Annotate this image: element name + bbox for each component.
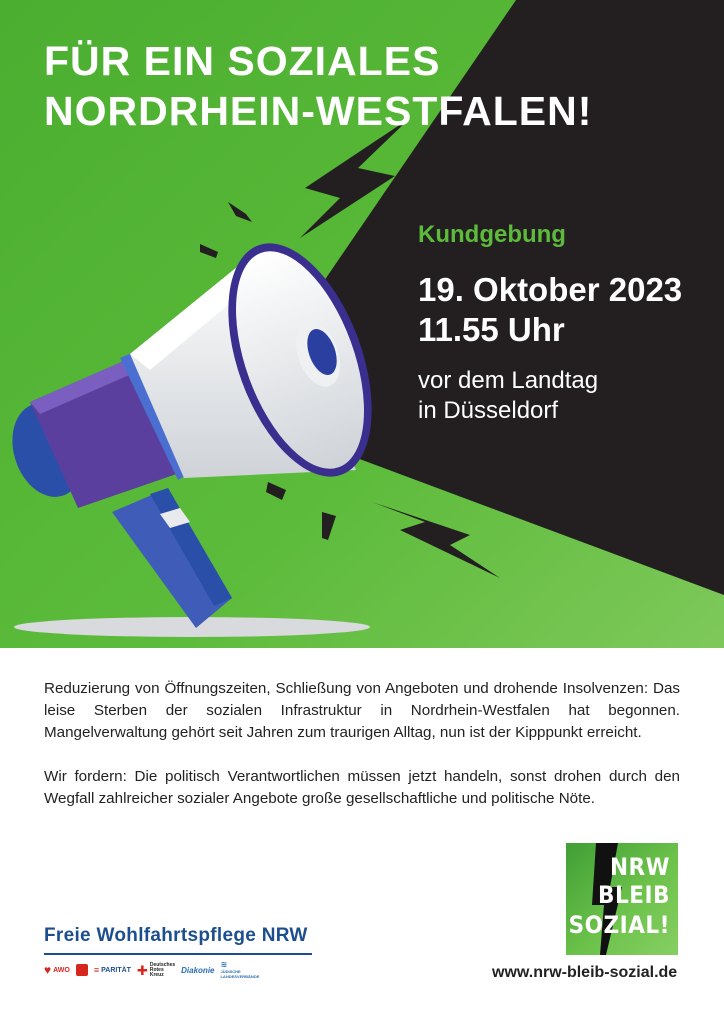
- demand-paragraph: Wir fordern: Die politisch Verantwortlichen müssen jetzt handeln, sonst drohen durch den Wegfall zahlreicher sozialer Angebote große gesellschaftliche und politische Nöte.: [44, 768, 680, 807]
- headline-line-2: NORDRHEIN-WESTFALEN!: [44, 88, 593, 134]
- logo-line-1: NRW: [609, 853, 670, 881]
- awo-logo: [44, 963, 70, 977]
- drk-logo: [137, 963, 175, 978]
- jewish-associations-label: ≋ JÜDISCHE LANDESVERBÄNDE: [220, 960, 260, 979]
- event-time: 11.55 Uhr: [418, 311, 565, 348]
- website-link[interactable]: www.nrw-bleib-sozial.de: [492, 964, 678, 981]
- event-date: 19. Oktober 2023: [418, 271, 683, 308]
- intro-paragraph: Reduzierung von Öffnungszeiten, Schließung von Angeboten und drohende Insolvenzen: Das leise Sterben der sozialen Infrastruktur in Nordrhein-Westfalen hat begonnen. Mangelverwaltung gehört seit Jahren zum traurigen Alltag, nun ist der Kipppunkt erreicht.: [44, 680, 680, 741]
- jewish-associations-logo: [220, 961, 259, 979]
- red-cross-icon: ✚: [136, 962, 148, 978]
- logo-line-3: SOZIAL!: [568, 911, 670, 939]
- drk-label: Deutsches Rotes Kreuz: [149, 961, 176, 978]
- paritaet-logo: [94, 965, 131, 975]
- event-location-line-1: vor dem Landtag: [418, 367, 599, 394]
- partner-logos: [44, 960, 314, 980]
- headline-line-1: FÜR EIN SOZIALES: [44, 38, 441, 84]
- caritas-icon: [76, 964, 88, 976]
- organization-divider: [44, 953, 312, 955]
- page-title: [44, 36, 684, 136]
- event-location-line-2: in Düsseldorf: [418, 397, 559, 424]
- diakonie-logo: [181, 966, 214, 975]
- awo-label: AWO: [53, 966, 70, 974]
- paritaet-label: PARITÄT: [101, 966, 131, 974]
- caritas-logo: [76, 964, 88, 976]
- organization-name: Freie Wohlfahrtspflege NRW: [44, 925, 308, 946]
- logo-line-2: BLEIB: [598, 881, 670, 909]
- event-type: Kundgebung: [418, 221, 566, 248]
- nrw-bleib-sozial-logo: [566, 843, 678, 955]
- event-location: [418, 366, 598, 426]
- menorah-icon: ≋: [220, 960, 228, 969]
- diakonie-label: Diakonie: [181, 965, 215, 975]
- paritaet-icon: ≡: [93, 965, 100, 975]
- heart-icon: ♥: [44, 963, 52, 977]
